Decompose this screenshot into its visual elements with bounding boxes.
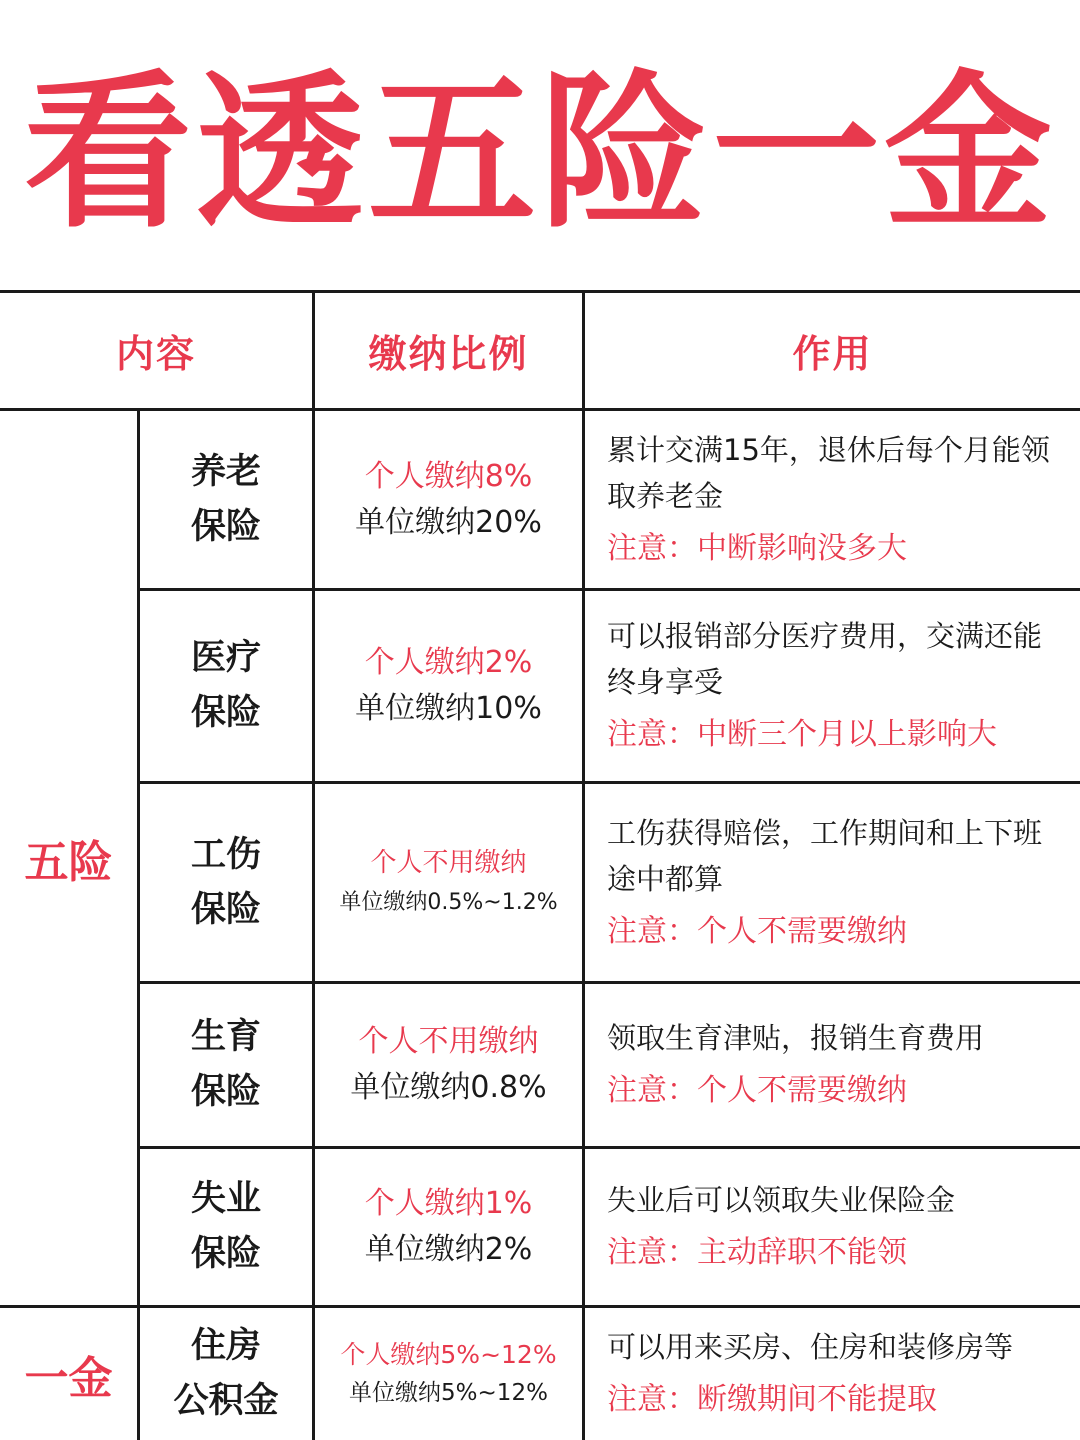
insurance-name-line2: 保险 [190,889,261,930]
insurance-name-line2: 保险 [190,506,261,547]
personal-rate: 个人不用缴纳 [370,847,527,878]
insurance-name [140,591,312,781]
header-effect: 作用 [792,332,873,376]
insurance-name-line2: 保险 [190,1234,261,1274]
insurance-name-line2: 保险 [190,1072,261,1112]
header-content: 内容 [115,332,196,376]
company-rate: 单位缴纳0.5%~1.2% [339,889,558,915]
personal-rate: 个人不用缴纳 [358,1024,539,1059]
effect-description: 工伤获得赔偿，工作期间和上下班途中都算 [607,815,1043,896]
effect-note: 注意：个人不需要缴纳 [607,913,907,949]
fund-name-line2: 公积金 [173,1381,279,1421]
insurance-effect [585,591,1080,781]
insurance-name [140,984,312,1146]
personal-rate: 个人缴纳2% [364,645,533,680]
effect-description: 可以用来买房、住房和装修房等 [607,1330,1014,1364]
contribution-rate [315,784,582,981]
insurance-name-line1: 生育 [190,1017,261,1057]
insurance-effect [585,1149,1080,1305]
effect-note: 注意：中断三个月以上影响大 [607,717,997,752]
company-rate: 单位缴纳0.8% [350,1070,547,1105]
insurance-effect [585,784,1080,981]
company-rate: 单位缴纳2% [364,1232,533,1267]
group-label-one-fund: 一金 [24,1353,113,1404]
insurance-name [140,784,312,981]
header-ratio: 缴纳比例 [368,332,529,376]
company-rate: 单位缴纳20% [355,504,542,540]
group-label-five-insurances: 五险 [24,837,113,888]
insurance-name [140,411,312,588]
page-title: 看透五险一金 [24,55,1056,251]
insurance-name-line1: 医疗 [190,638,261,678]
fund-name-line1: 住房 [190,1326,261,1366]
effect-description: 领取生育津贴，报销生育费用 [607,1021,985,1055]
personal-rate: 个人缴纳1% [364,1186,533,1221]
fund-effect [585,1308,1080,1440]
effect-description: 累计交满15年，退休后每个月能领取养老金 [607,432,1050,513]
company-rate: 单位缴纳5%~12% [349,1380,548,1406]
effect-note: 注意：中断影响没多大 [607,530,907,566]
contribution-rate [315,1308,582,1440]
insurance-name-line1: 工伤 [190,834,261,875]
personal-rate: 个人缴纳5%~12% [340,1340,557,1369]
company-rate: 单位缴纳10% [355,691,542,726]
fund-name [140,1308,312,1440]
insurance-name-line2: 保险 [190,693,261,733]
effect-description: 可以报销部分医疗费用，交满还能终身享受 [607,619,1043,699]
insurance-effect [585,411,1080,588]
contribution-rate [315,411,582,588]
contribution-rate [315,1149,582,1305]
insurance-effect [585,984,1080,1146]
insurance-name-line1: 养老 [190,451,261,492]
effect-note: 注意：断缴期间不能提取 [607,1382,937,1417]
insurance-name [140,1149,312,1305]
effect-note: 注意：主动辞职不能领 [607,1235,907,1270]
insurance-name-line1: 失业 [190,1179,261,1219]
effect-description: 失业后可以领取失业保险金 [607,1183,956,1217]
effect-note: 注意：个人不需要缴纳 [607,1073,907,1108]
contribution-rate [315,591,582,781]
personal-rate: 个人缴纳8% [364,458,533,494]
contribution-rate [315,984,582,1146]
